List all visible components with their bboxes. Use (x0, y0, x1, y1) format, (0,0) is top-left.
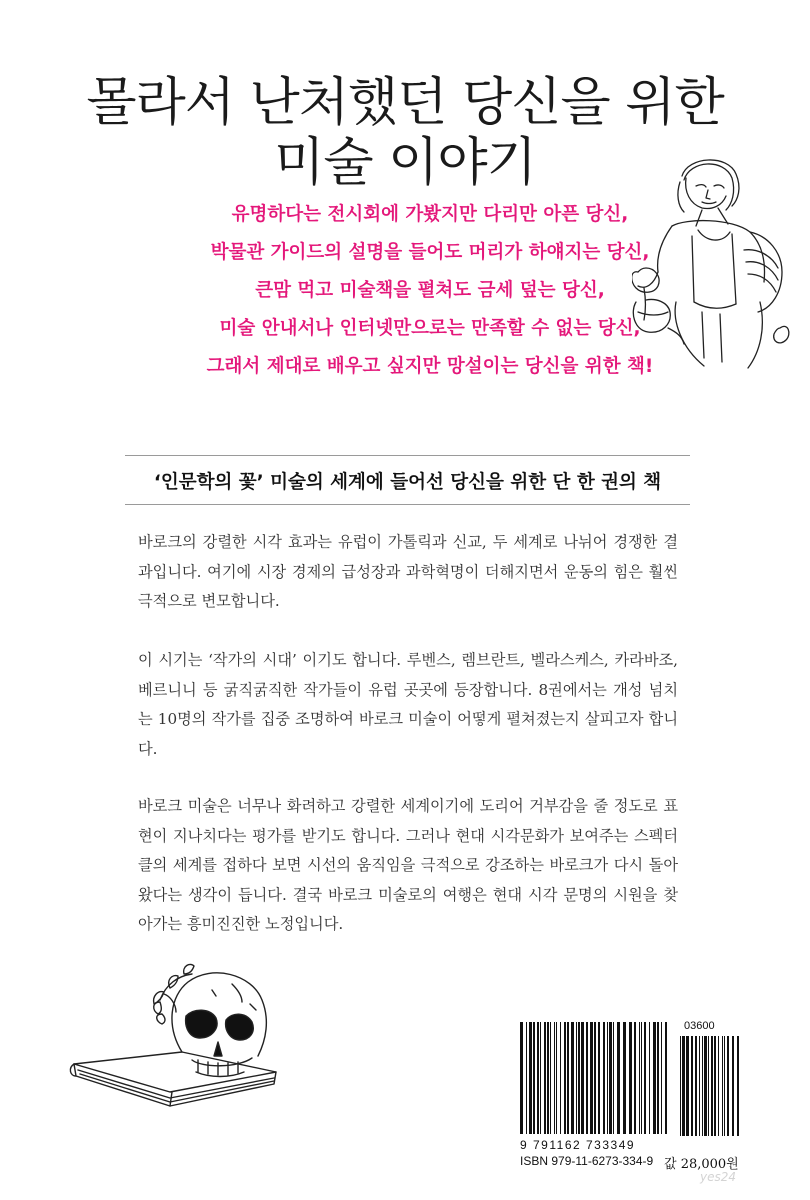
barcode-block (520, 1020, 752, 1172)
addon-barcode (680, 1036, 744, 1140)
intro-line-4: 미술 안내서나 인터넷만으로는 만족할 수 없는 당신, (219, 318, 641, 339)
isbn-number: ISBN 979-11-6273-334-9 (520, 1154, 654, 1168)
barcode-digits: 9 791162 733349 (520, 1138, 636, 1152)
body-paragraph-2: 이 시기는 ‘작가의 시대’ 이기도 합니다. 루벤스, 렘브란트, 벨라스케스, 카라바조, 베르니니 등 굵직굵직한 작가들이 유럽 곳곳에 등장합니다. 8권에서는 개성 넘치는 10명의 작가를 집중 조명하여 바로크 미술이 어떻게 펼쳐졌는지 살피고자 합니다. (138, 651, 678, 758)
body-paragraph-3: 바로크 미술은 너무나 화려하고 강렬한 세계이기에 도리어 거부감을 줄 정도로 표현이 지나치다는 평가를 받기도 합니다. 그러나 현대 시각문화가 보여주는 스펙터클의 세계를 접하다 보면 시선의 움직임을 극적으로 강조하는 바로크가 다시 돌아왔다는 생각이 듭니다. 결국 바로크 미술로의 여행은 현대 시각 문명의 시원을 찾아가는 흥미진진한 노정입니다. (138, 797, 678, 933)
watermark-logo: yes24 (700, 1170, 737, 1184)
intro-line-5: 그래서 제대로 배우고 싶지만 망설이는 당신을 위한 책! (206, 356, 654, 377)
intro-line-2: 박물관 가이드의 설명을 들어도 머리가 하얘지는 당신, (210, 242, 650, 263)
subheading: ‘인문학의 꽃’ 미술의 세계에 들어선 당신을 위한 단 한 권의 책 (153, 472, 662, 493)
intro-line-1: 유명하다는 전시회에 가봤지만 다리만 아픈 당신, (231, 204, 629, 225)
body-paragraph-1: 바로크의 강렬한 시각 효과는 유럽이 가톨릭과 신교, 두 세계로 나뉘어 경쟁한 결과입니다. 여기에 시장 경제의 급성장과 과학혁명이 더해지면서 운동의 힘은 훨씬 극적으로 변모합니다. (138, 533, 678, 610)
intro-line-3: 큰맘 먹고 미술책을 펼쳐도 금세 덮는 당신, (255, 280, 605, 301)
divider-bottom (125, 504, 690, 505)
divider-top (125, 455, 690, 456)
skull-on-book-illustration (62, 960, 282, 1130)
addon-digits: 03600 (684, 1020, 715, 1032)
title-line-2: 미술 이야기 (274, 133, 536, 193)
price: 값 28,000원 (664, 1157, 739, 1172)
title-line-1: 몰라서 난처했던 당신을 위한 (86, 73, 724, 133)
ean-barcode (520, 1022, 668, 1142)
